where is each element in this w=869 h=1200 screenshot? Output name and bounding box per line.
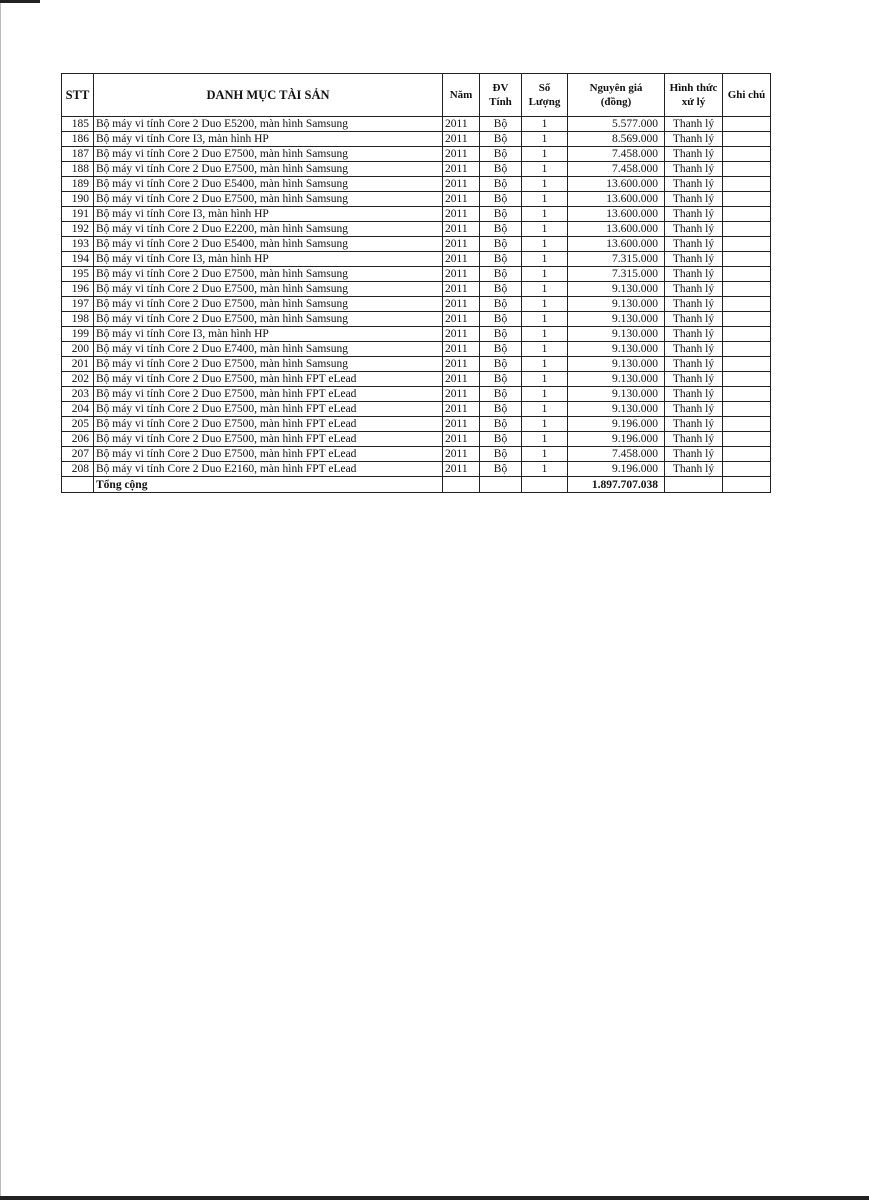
row-quantity: 1 <box>522 132 568 147</box>
row-disposal-method: Thanh lý <box>665 162 723 177</box>
row-original-price: 13.600.000 <box>568 207 665 222</box>
row-note <box>723 222 771 237</box>
table-row <box>62 252 771 267</box>
row-note <box>723 177 771 192</box>
row-asset-name: Bộ máy vi tính Core 2 Duo E7500, màn hình FPT eLead <box>94 432 443 447</box>
row-note <box>723 357 771 372</box>
row-asset-name: Bộ máy vi tính Core 2 Duo E7500, màn hình Samsung <box>94 312 443 327</box>
row-stt: 207 <box>62 447 94 462</box>
row-year: 2011 <box>443 282 480 297</box>
row-original-price: 13.600.000 <box>568 177 665 192</box>
row-note <box>723 372 771 387</box>
row-stt: 190 <box>62 192 94 207</box>
row-disposal-method: Thanh lý <box>665 147 723 162</box>
table-row <box>62 177 771 192</box>
row-original-price: 9.196.000 <box>568 417 665 432</box>
row-quantity: 1 <box>522 342 568 357</box>
table-row <box>62 207 771 222</box>
col-header-price-line1: Nguyên giá <box>589 82 643 94</box>
total-unit-cell <box>480 477 522 493</box>
row-quantity: 1 <box>522 207 568 222</box>
row-quantity: 1 <box>522 267 568 282</box>
row-note <box>723 207 771 222</box>
row-quantity: 1 <box>522 357 568 372</box>
row-unit: Bộ <box>480 192 522 207</box>
col-header-note: Ghi chú <box>723 74 771 117</box>
col-header-stt: STT <box>62 74 94 117</box>
row-disposal-method: Thanh lý <box>665 417 723 432</box>
col-header-price-line2: (đồng) <box>600 96 632 108</box>
row-original-price: 9.130.000 <box>568 312 665 327</box>
row-quantity: 1 <box>522 252 568 267</box>
row-year: 2011 <box>443 447 480 462</box>
row-asset-name: Bộ máy vi tính Core 2 Duo E7400, màn hình Samsung <box>94 342 443 357</box>
row-unit: Bộ <box>480 162 522 177</box>
row-unit: Bộ <box>480 432 522 447</box>
row-stt: 201 <box>62 357 94 372</box>
row-asset-name: Bộ máy vi tính Core 2 Duo E7500, màn hình FPT eLead <box>94 387 443 402</box>
row-disposal-method: Thanh lý <box>665 357 723 372</box>
scan-edge-mark <box>0 0 40 3</box>
scan-edge <box>0 0 1 1200</box>
table-row <box>62 372 771 387</box>
row-asset-name: Bộ máy vi tính Core 2 Duo E7500, màn hình FPT eLead <box>94 447 443 462</box>
col-header-price <box>568 74 665 117</box>
row-original-price: 9.130.000 <box>568 387 665 402</box>
table-row <box>62 132 771 147</box>
row-stt: 194 <box>62 252 94 267</box>
row-asset-name: Bộ máy vi tính Core 2 Duo E7500, màn hình Samsung <box>94 357 443 372</box>
row-asset-name: Bộ máy vi tính Core 2 Duo E7500, màn hình FPT eLead <box>94 402 443 417</box>
row-year: 2011 <box>443 327 480 342</box>
row-note <box>723 297 771 312</box>
row-quantity: 1 <box>522 162 568 177</box>
total-label: Tổng cộng <box>94 477 443 493</box>
row-note <box>723 387 771 402</box>
row-original-price: 7.458.000 <box>568 147 665 162</box>
row-stt: 196 <box>62 282 94 297</box>
row-stt: 197 <box>62 297 94 312</box>
col-header-unit <box>480 74 522 117</box>
row-quantity: 1 <box>522 237 568 252</box>
row-unit: Bộ <box>480 207 522 222</box>
row-asset-name: Bộ máy vi tính Core 2 Duo E7500, màn hình Samsung <box>94 147 443 162</box>
col-header-qty <box>522 74 568 117</box>
row-note <box>723 237 771 252</box>
row-disposal-method: Thanh lý <box>665 222 723 237</box>
row-year: 2011 <box>443 312 480 327</box>
row-unit: Bộ <box>480 132 522 147</box>
row-year: 2011 <box>443 252 480 267</box>
row-disposal-method: Thanh lý <box>665 177 723 192</box>
row-note <box>723 117 771 132</box>
total-price: 1.897.707.038 <box>568 477 665 493</box>
col-header-qty-line2: Lượng <box>528 96 561 108</box>
row-unit: Bộ <box>480 267 522 282</box>
row-original-price: 5.577.000 <box>568 117 665 132</box>
row-stt: 202 <box>62 372 94 387</box>
row-quantity: 1 <box>522 447 568 462</box>
row-stt: 198 <box>62 312 94 327</box>
row-quantity: 1 <box>522 177 568 192</box>
row-note <box>723 447 771 462</box>
row-disposal-method: Thanh lý <box>665 447 723 462</box>
row-note <box>723 132 771 147</box>
row-year: 2011 <box>443 387 480 402</box>
row-year: 2011 <box>443 237 480 252</box>
table-row <box>62 312 771 327</box>
row-original-price: 9.196.000 <box>568 462 665 477</box>
row-year: 2011 <box>443 147 480 162</box>
row-quantity: 1 <box>522 462 568 477</box>
row-year: 2011 <box>443 162 480 177</box>
row-original-price: 13.600.000 <box>568 222 665 237</box>
row-note <box>723 342 771 357</box>
total-note-cell <box>723 477 771 493</box>
row-original-price: 9.130.000 <box>568 402 665 417</box>
row-stt: 188 <box>62 162 94 177</box>
row-asset-name: Bộ máy vi tính Core 2 Duo E7500, màn hình Samsung <box>94 192 443 207</box>
col-header-unit-line2: Tính <box>489 96 512 108</box>
row-year: 2011 <box>443 372 480 387</box>
table-row <box>62 267 771 282</box>
row-stt: 206 <box>62 432 94 447</box>
row-original-price: 9.130.000 <box>568 327 665 342</box>
row-disposal-method: Thanh lý <box>665 132 723 147</box>
row-asset-name: Bộ máy vi tính Core 2 Duo E2160, màn hình FPT eLead <box>94 462 443 477</box>
row-original-price: 9.130.000 <box>568 297 665 312</box>
row-unit: Bộ <box>480 327 522 342</box>
row-asset-name: Bộ máy vi tính Core 2 Duo E7500, màn hình Samsung <box>94 267 443 282</box>
total-stt-cell <box>62 477 94 493</box>
col-header-qty-line1: Số <box>538 82 551 94</box>
row-original-price: 7.458.000 <box>568 162 665 177</box>
row-note <box>723 402 771 417</box>
row-original-price: 9.130.000 <box>568 282 665 297</box>
row-stt: 193 <box>62 237 94 252</box>
row-asset-name: Bộ máy vi tính Core 2 Duo E2200, màn hình Samsung <box>94 222 443 237</box>
total-qty-cell <box>522 477 568 493</box>
row-year: 2011 <box>443 417 480 432</box>
table-row <box>62 297 771 312</box>
row-original-price: 7.458.000 <box>568 447 665 462</box>
row-note <box>723 327 771 342</box>
row-asset-name: Bộ máy vi tính Core 2 Duo E7500, màn hình Samsung <box>94 282 443 297</box>
row-note <box>723 267 771 282</box>
row-note <box>723 147 771 162</box>
row-asset-name: Bộ máy vi tính Core I3, màn hình HP <box>94 207 443 222</box>
row-unit: Bộ <box>480 297 522 312</box>
row-stt: 199 <box>62 327 94 342</box>
row-asset-name: Bộ máy vi tính Core I3, màn hình HP <box>94 252 443 267</box>
row-original-price: 13.600.000 <box>568 237 665 252</box>
table-row <box>62 192 771 207</box>
row-disposal-method: Thanh lý <box>665 282 723 297</box>
row-stt: 204 <box>62 402 94 417</box>
row-asset-name: Bộ máy vi tính Core I3, màn hình HP <box>94 132 443 147</box>
table-row <box>62 462 771 477</box>
row-year: 2011 <box>443 132 480 147</box>
row-disposal-method: Thanh lý <box>665 192 723 207</box>
row-original-price: 8.569.000 <box>568 132 665 147</box>
row-quantity: 1 <box>522 282 568 297</box>
row-quantity: 1 <box>522 372 568 387</box>
row-disposal-method: Thanh lý <box>665 312 723 327</box>
col-header-name: DANH MỤC TÀI SẢN <box>94 74 443 117</box>
row-disposal-method: Thanh lý <box>665 267 723 282</box>
row-disposal-method: Thanh lý <box>665 402 723 417</box>
row-note <box>723 432 771 447</box>
row-year: 2011 <box>443 342 480 357</box>
table-row <box>62 222 771 237</box>
col-header-method <box>665 74 723 117</box>
col-header-method-line2: xử lý <box>681 96 706 108</box>
row-asset-name: Bộ máy vi tính Core 2 Duo E7500, màn hình FPT eLead <box>94 417 443 432</box>
asset-sheet <box>61 73 771 493</box>
row-stt: 189 <box>62 177 94 192</box>
row-year: 2011 <box>443 267 480 282</box>
col-header-method-line1: Hình thức <box>669 82 718 94</box>
row-unit: Bộ <box>480 147 522 162</box>
table-row <box>62 117 771 132</box>
row-asset-name: Bộ máy vi tính Core I3, màn hình HP <box>94 327 443 342</box>
row-stt: 187 <box>62 147 94 162</box>
row-year: 2011 <box>443 357 480 372</box>
row-stt: 185 <box>62 117 94 132</box>
row-stt: 205 <box>62 417 94 432</box>
table-row <box>62 282 771 297</box>
row-original-price: 7.315.000 <box>568 267 665 282</box>
row-disposal-method: Thanh lý <box>665 252 723 267</box>
row-quantity: 1 <box>522 222 568 237</box>
row-stt: 191 <box>62 207 94 222</box>
row-quantity: 1 <box>522 117 568 132</box>
row-quantity: 1 <box>522 312 568 327</box>
table-row <box>62 387 771 402</box>
row-disposal-method: Thanh lý <box>665 342 723 357</box>
row-disposal-method: Thanh lý <box>665 462 723 477</box>
row-unit: Bộ <box>480 372 522 387</box>
table-row <box>62 417 771 432</box>
row-unit: Bộ <box>480 252 522 267</box>
row-asset-name: Bộ máy vi tính Core 2 Duo E5400, màn hình Samsung <box>94 237 443 252</box>
row-unit: Bộ <box>480 237 522 252</box>
row-disposal-method: Thanh lý <box>665 327 723 342</box>
row-year: 2011 <box>443 117 480 132</box>
row-stt: 195 <box>62 267 94 282</box>
row-disposal-method: Thanh lý <box>665 237 723 252</box>
total-method-cell <box>665 477 723 493</box>
table-row <box>62 357 771 372</box>
row-asset-name: Bộ máy vi tính Core 2 Duo E5400, màn hình Samsung <box>94 177 443 192</box>
row-unit: Bộ <box>480 447 522 462</box>
row-asset-name: Bộ máy vi tính Core 2 Duo E7500, màn hình FPT eLead <box>94 372 443 387</box>
row-original-price: 9.196.000 <box>568 432 665 447</box>
row-year: 2011 <box>443 432 480 447</box>
row-asset-name: Bộ máy vi tính Core 2 Duo E7500, màn hình Samsung <box>94 297 443 312</box>
row-stt: 208 <box>62 462 94 477</box>
header-row <box>62 74 771 117</box>
row-disposal-method: Thanh lý <box>665 387 723 402</box>
row-unit: Bộ <box>480 417 522 432</box>
row-note <box>723 462 771 477</box>
row-year: 2011 <box>443 222 480 237</box>
table-row <box>62 402 771 417</box>
row-note <box>723 252 771 267</box>
row-quantity: 1 <box>522 147 568 162</box>
row-year: 2011 <box>443 462 480 477</box>
row-disposal-method: Thanh lý <box>665 207 723 222</box>
table-body <box>62 117 771 477</box>
row-unit: Bộ <box>480 312 522 327</box>
row-original-price: 9.130.000 <box>568 357 665 372</box>
row-unit: Bộ <box>480 177 522 192</box>
row-asset-name: Bộ máy vi tính Core 2 Duo E5200, màn hình Samsung <box>94 117 443 132</box>
col-header-unit-line1: ĐV <box>492 82 509 94</box>
scan-edge-bottom <box>0 1196 869 1200</box>
row-unit: Bộ <box>480 222 522 237</box>
total-year-cell <box>443 477 480 493</box>
row-disposal-method: Thanh lý <box>665 117 723 132</box>
table-row <box>62 342 771 357</box>
row-unit: Bộ <box>480 357 522 372</box>
col-header-year: Năm <box>443 74 480 117</box>
row-quantity: 1 <box>522 387 568 402</box>
row-original-price: 9.130.000 <box>568 342 665 357</box>
row-year: 2011 <box>443 177 480 192</box>
row-stt: 192 <box>62 222 94 237</box>
row-unit: Bộ <box>480 117 522 132</box>
row-note <box>723 282 771 297</box>
row-original-price: 9.130.000 <box>568 372 665 387</box>
table-row <box>62 237 771 252</box>
row-unit: Bộ <box>480 402 522 417</box>
row-original-price: 13.600.000 <box>568 192 665 207</box>
row-disposal-method: Thanh lý <box>665 432 723 447</box>
asset-table <box>61 73 771 493</box>
row-quantity: 1 <box>522 417 568 432</box>
row-note <box>723 162 771 177</box>
row-note <box>723 312 771 327</box>
table-row <box>62 327 771 342</box>
total-row <box>62 477 771 493</box>
table-row <box>62 162 771 177</box>
row-stt: 200 <box>62 342 94 357</box>
table-row <box>62 432 771 447</box>
row-unit: Bộ <box>480 462 522 477</box>
row-quantity: 1 <box>522 327 568 342</box>
row-quantity: 1 <box>522 297 568 312</box>
row-note <box>723 417 771 432</box>
row-year: 2011 <box>443 402 480 417</box>
row-unit: Bộ <box>480 387 522 402</box>
row-original-price: 7.315.000 <box>568 252 665 267</box>
table-row <box>62 447 771 462</box>
row-quantity: 1 <box>522 192 568 207</box>
row-unit: Bộ <box>480 282 522 297</box>
row-quantity: 1 <box>522 402 568 417</box>
row-stt: 203 <box>62 387 94 402</box>
row-quantity: 1 <box>522 432 568 447</box>
table-row <box>62 147 771 162</box>
row-stt: 186 <box>62 132 94 147</box>
row-note <box>723 192 771 207</box>
row-asset-name: Bộ máy vi tính Core 2 Duo E7500, màn hình Samsung <box>94 162 443 177</box>
row-year: 2011 <box>443 297 480 312</box>
row-unit: Bộ <box>480 342 522 357</box>
row-disposal-method: Thanh lý <box>665 297 723 312</box>
row-year: 2011 <box>443 207 480 222</box>
row-year: 2011 <box>443 192 480 207</box>
row-disposal-method: Thanh lý <box>665 372 723 387</box>
